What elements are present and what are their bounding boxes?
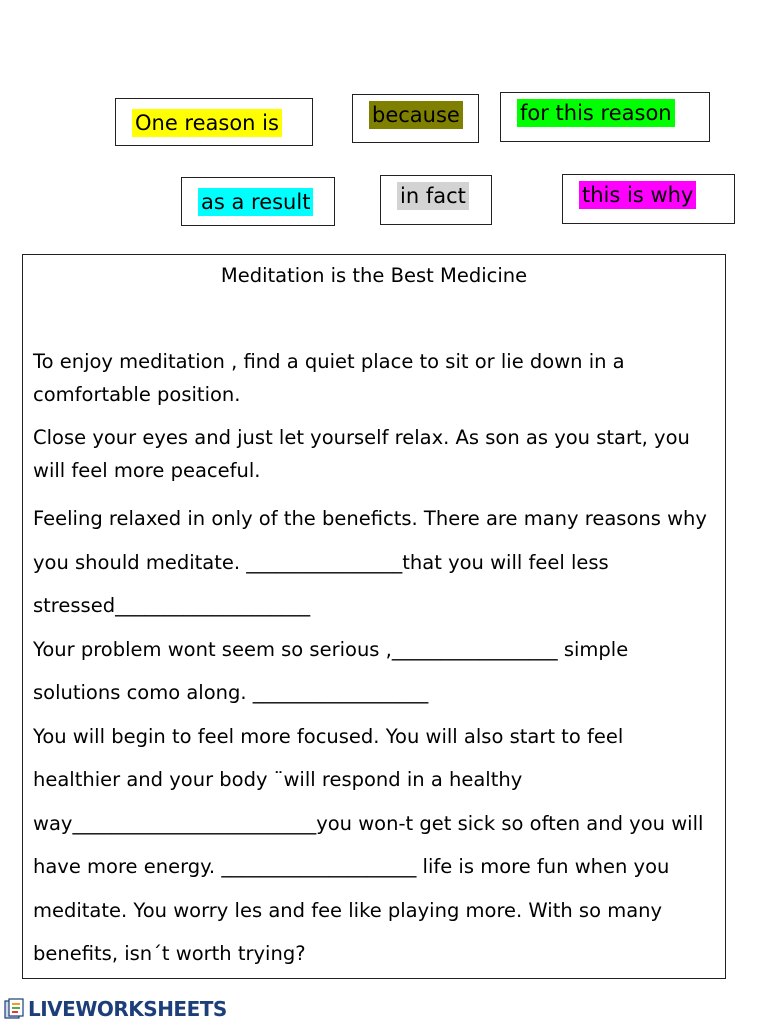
word-chip-label: as a result xyxy=(198,188,313,216)
word-chip-because xyxy=(352,94,479,143)
paragraph-3 xyxy=(33,497,715,628)
reading-text-box xyxy=(22,254,726,979)
paragraph-5 xyxy=(33,715,715,976)
word-chip-label: this is why xyxy=(579,181,696,209)
paragraph-1: To enjoy meditation , find a quiet place to sit or lie down in a comfortable position. xyxy=(33,350,625,406)
word-chip-one-reason-is xyxy=(115,98,313,146)
paragraph-text: you won-t get sick so often and you will have more energy. xyxy=(33,811,704,878)
fill-blank-2[interactable]: ____________________ xyxy=(115,594,311,617)
logo-text: LIVEWORKSHEETS xyxy=(28,997,227,1021)
word-chip-label: in fact xyxy=(397,182,469,210)
fill-blank-3[interactable]: _________________ xyxy=(391,637,558,661)
word-chip-for-this-reason xyxy=(500,92,710,142)
word-chip-as-a-result xyxy=(181,177,335,226)
paragraph-4 xyxy=(33,628,715,715)
word-chip-label: for this reason xyxy=(517,99,675,127)
fill-blank-1[interactable]: ________________ xyxy=(246,550,403,574)
sheets-logo-icon xyxy=(4,998,26,1020)
paragraph-text: You will begin to feel more focused. You will also start to feel healthier and your body ¨will respond in a healthy way xyxy=(33,724,624,835)
fill-blank-4[interactable]: __________________ xyxy=(252,681,429,704)
paragraph-text: life is more fun when you meditate. You worry les and fee like playing more. With so many benefits, isn´t worth trying? xyxy=(33,855,670,965)
document-title: Meditation is the Best Medicine xyxy=(220,264,528,287)
word-chip-this-is-why xyxy=(562,174,735,224)
paragraph-text: Feeling relaxed in only of the beneficts. There are many reasons why you should meditate. xyxy=(33,507,707,574)
fill-blank-6[interactable]: ____________________ xyxy=(221,855,417,878)
paragraph-text: simple solutions como along. xyxy=(33,637,629,704)
paragraph-text: Your problem wont seem so serious , xyxy=(33,637,392,661)
paragraph-text: that you will feel less stressed xyxy=(33,550,609,617)
paragraph-2: Close your eyes and just let yourself relax. As son as you start, you will feel more peaceful. xyxy=(33,426,690,482)
liveworksheets-logo xyxy=(4,996,227,1022)
word-chip-in-fact xyxy=(380,175,492,225)
word-chip-label: One reason is xyxy=(132,109,282,137)
fill-blank-5[interactable]: _________________________ xyxy=(72,811,317,835)
word-chip-label: because xyxy=(369,101,463,129)
